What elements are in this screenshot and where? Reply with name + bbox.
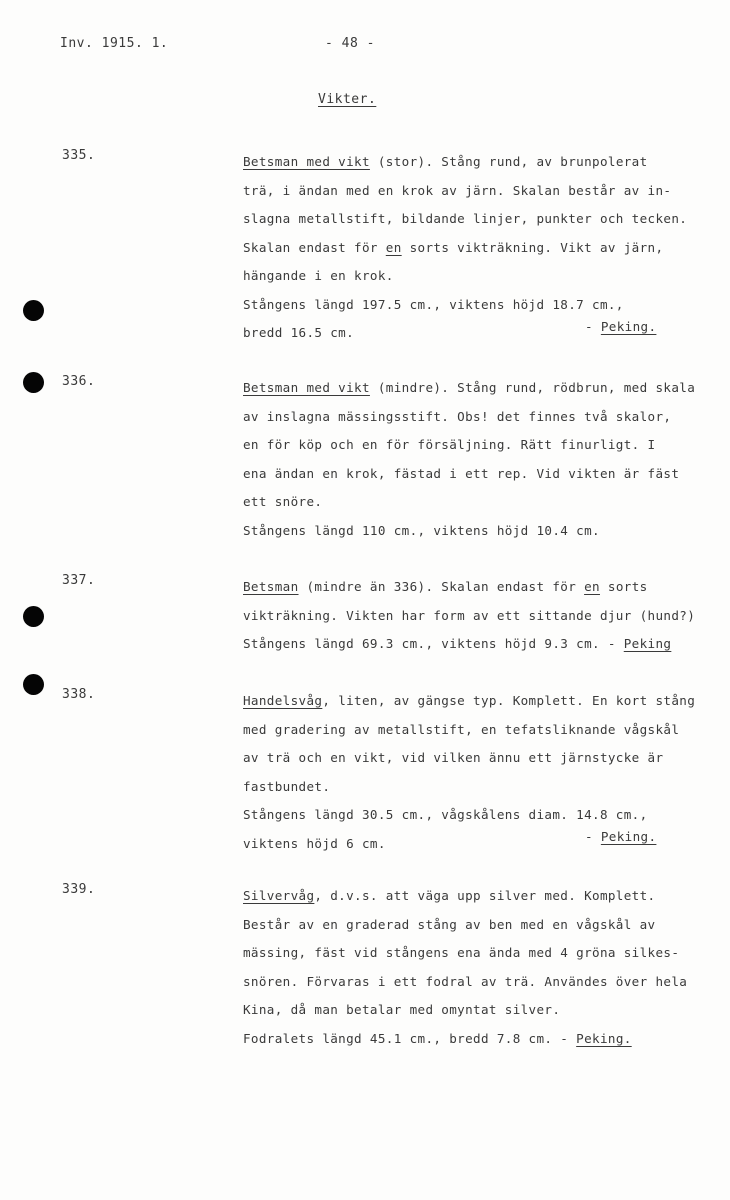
item-name: Handelsvåg	[243, 693, 323, 708]
line-text: sorts vikträkning. Vikt av järn,	[401, 239, 664, 255]
item-name: Silvervåg	[243, 888, 315, 903]
line-text: sorts	[599, 579, 648, 594]
entry-line: viktens höjd 6 cm.	[243, 835, 386, 851]
entry-line: Stångens längd 197.5 cm., viktens höjd 18.7 cm.,	[243, 296, 624, 312]
entry-line: mässing, fäst vid stångens ena ända med 4 gröna silkes-	[243, 945, 680, 960]
entry-line	[243, 234, 723, 263]
entry-line: av trä och en vikt, vid vilken ännu ett järnstycke är	[243, 750, 664, 765]
entry-number: 339.	[62, 882, 96, 897]
entry-number: 336.	[62, 374, 96, 389]
entry-line: ena ändan en krok, fästad i ett rep. Vid vikten är fäst	[243, 465, 680, 481]
entry-number: 338.	[62, 687, 96, 702]
line-text: , d.v.s. att väga upp silver med. Komplett.	[314, 888, 656, 903]
entry-line: med gradering av metallstift, en tefatsliknande vågskål	[243, 721, 680, 737]
punch-hole-icon	[23, 372, 44, 393]
entry-line	[243, 1025, 723, 1054]
punch-hole-icon	[23, 674, 44, 695]
location-text: Peking.	[600, 829, 657, 844]
entry-text	[243, 882, 723, 1053]
entry-line: fastbundet.	[243, 778, 331, 794]
entry-line: trä, i ändan med en krok av järn. Skalan består av in-	[243, 182, 672, 198]
location	[585, 319, 656, 334]
punch-hole-icon	[23, 606, 44, 627]
entry-line	[243, 630, 723, 659]
line-text: Skalan endast för	[243, 239, 386, 255]
page-number: - 48 -	[325, 36, 375, 51]
entry-line: Består av en graderad stång av ben med en vågskål av	[243, 916, 656, 932]
item-name: Betsman	[243, 579, 299, 594]
entry-number: 337.	[62, 573, 96, 588]
entry-line: Kina, då man betalar med omyntat silver.	[243, 1002, 561, 1017]
entry-line: slagna metallstift, bildande linjer, punkter och tecken.	[243, 211, 688, 226]
location-text: Peking.	[600, 319, 657, 334]
entry-line: Stångens längd 110 cm., viktens höjd 10.4 cm.	[243, 522, 600, 538]
entry-line	[243, 573, 723, 602]
entry-line: vikträkning. Vikten har form av ett sittande djur (hund?)	[243, 607, 696, 623]
item-name: Betsman med vikt	[243, 154, 370, 169]
item-name: Betsman med vikt	[243, 380, 370, 395]
entry-text	[243, 148, 723, 348]
entry-line: hängande i en krok.	[243, 268, 394, 283]
line-text: , liten, av gängse typ. Komplett. En kort stång	[322, 693, 696, 708]
emphasis: en	[584, 579, 600, 594]
inventory-label: Inv. 1915. 1.	[60, 36, 169, 51]
entry-line	[243, 687, 723, 716]
location-dash: -	[585, 829, 601, 844]
entry-number: 335.	[62, 148, 96, 163]
entry-line: en för köp och en för försäljning. Rätt finurligt. I	[243, 437, 656, 452]
entry-line	[243, 374, 723, 403]
entry-line: av inslagna mässingsstift. Obs! det finnes två skalor,	[243, 408, 672, 424]
entry-line: ett snöre.	[243, 494, 323, 509]
line-text: (stor). Stång rund, av brunpolerat	[369, 154, 648, 169]
entry-line	[243, 882, 723, 911]
line-text: (mindre än 336). Skalan endast för	[298, 579, 585, 594]
location-text: Peking.	[576, 1030, 632, 1046]
emphasis: en	[385, 239, 402, 255]
location	[585, 829, 656, 844]
entry-line: Stångens längd 30.5 cm., vågskålens diam. 14.8 cm.,	[243, 807, 648, 822]
location-dash: -	[585, 319, 601, 334]
line-text: Stångens längd 69.3 cm., viktens höjd 9.3 cm. -	[243, 636, 624, 651]
entry-line: bredd 16.5 cm.	[243, 325, 355, 340]
line-text: Fodralets längd 45.1 cm., bredd 7.8 cm. -	[243, 1030, 577, 1046]
entry-line	[243, 148, 723, 177]
entry-text	[243, 374, 723, 545]
location-text: Peking	[623, 636, 672, 651]
entry-line: snören. Förvaras i ett fodral av trä. Användes över hela	[243, 973, 688, 989]
line-text: (mindre). Stång rund, rödbrun, med skala	[369, 380, 696, 395]
section-title: Vikter.	[318, 92, 377, 107]
punch-hole-icon	[23, 300, 44, 321]
entry-text	[243, 573, 723, 659]
